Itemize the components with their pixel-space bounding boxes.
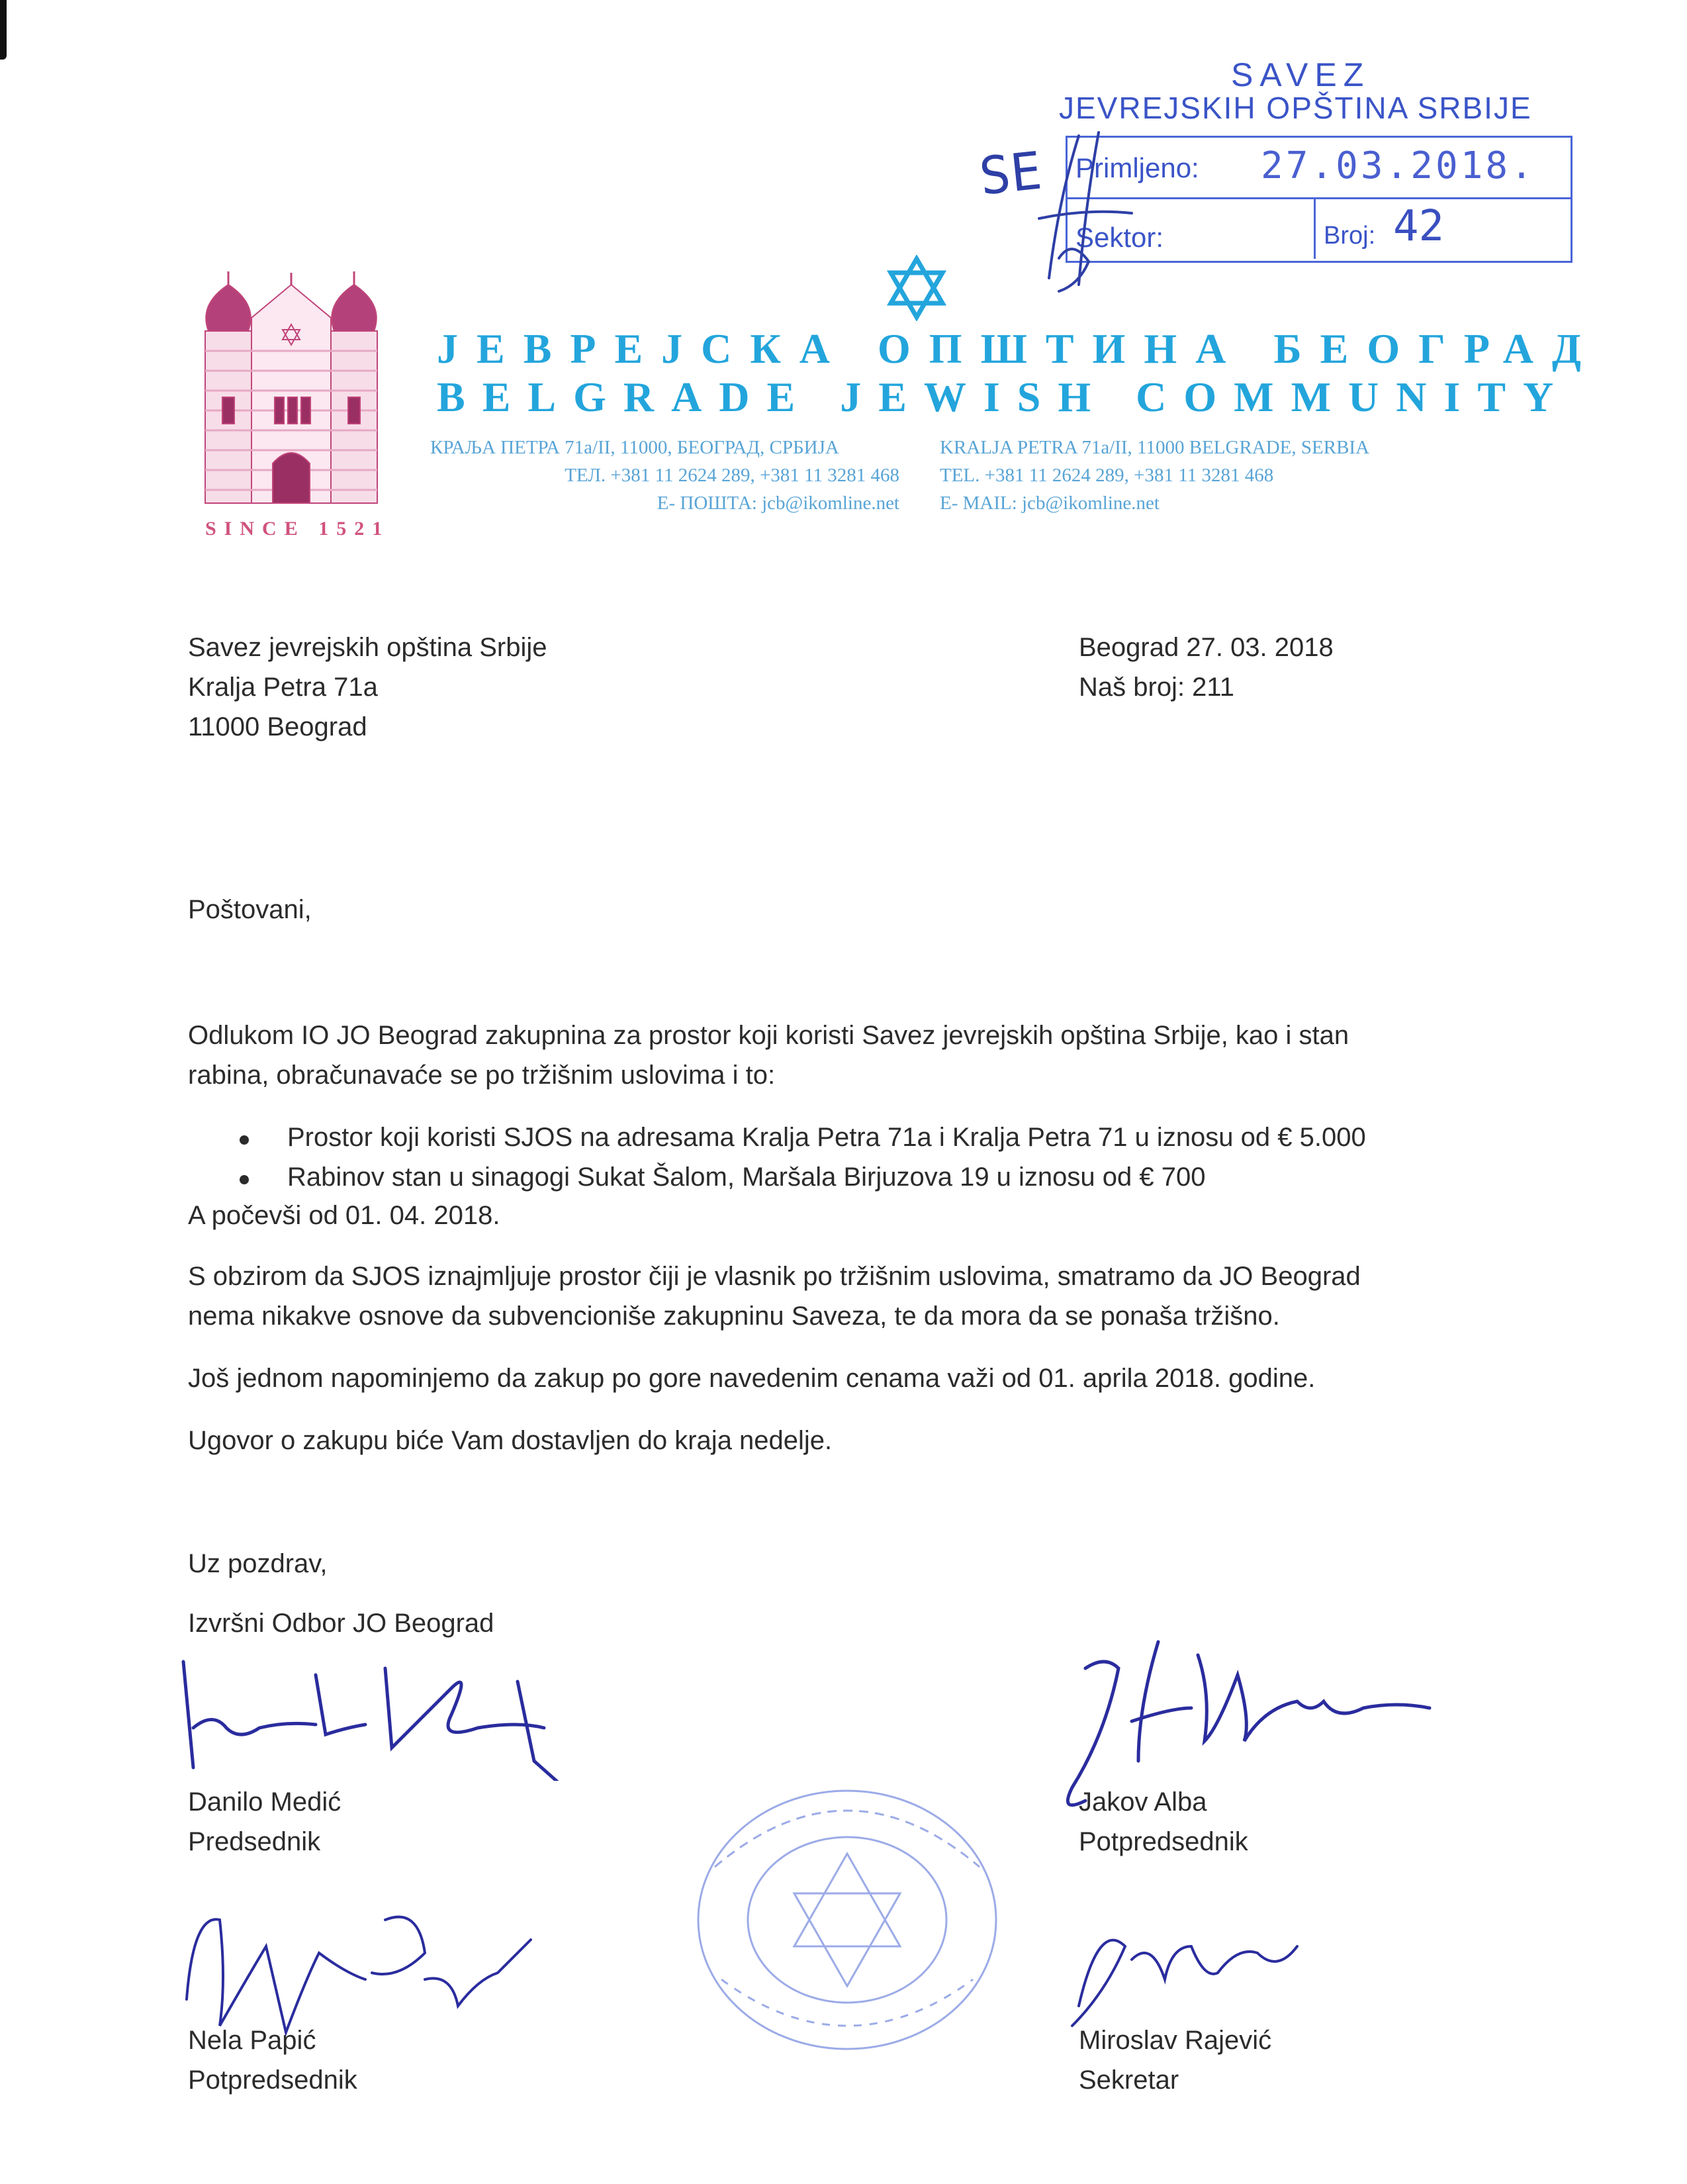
scan-edge-mark [0, 0, 7, 60]
closing: Uz pozdrav, [188, 1549, 328, 1578]
bullet-icon [240, 1135, 249, 1145]
paragraph2-line2: nema nikakve osnove da subvencioniše zakupninu Saveza, te da mora da se ponaša tržišno. [188, 1302, 1280, 1331]
signatory-role-2: Potpredsednik [1079, 1827, 1248, 1856]
letterhead-address-cyrillic: КРАЉА ПЕТРА 71а/II, 11000, БЕОГРАД, СРБИЈА [430, 437, 839, 458]
community-seal-stamp [688, 1781, 1006, 2059]
letterhead-title-cyrillic: ЈЕВРЕЈСКА ОПШТИНА БЕОГРАД [437, 325, 1600, 372]
paragraph1-end: A počevši od 01. 04. 2018. [188, 1201, 500, 1230]
synagogue-logo-icon [192, 265, 390, 510]
received-stamp-line1: SAVEZ [1231, 56, 1371, 93]
paragraph1-line2: rabina, obračunavaće se po tržišnim uslovima i to: [188, 1061, 776, 1090]
reference-number: Naš broj: 211 [1079, 673, 1234, 702]
letterhead-phone-cyrillic: ТЕЛ. +381 11 2624 289, +381 11 3281 468 [565, 465, 899, 486]
sector-handwritten: SE [976, 141, 1045, 207]
sector-label: Sektor: [1075, 222, 1164, 253]
signatory-name-2: Jakov Alba [1079, 1787, 1207, 1817]
signatory-role-4: Sekretar [1079, 2065, 1179, 2095]
bullet-icon [240, 1175, 249, 1184]
paragraph3: Još jednom napominjemo da zakup po gore navedenim cenama važi od 01. aprila 2018. godine. [188, 1364, 1316, 1393]
bullet-item-2: Rabinov stan u sinagogi Sukat Šalom, Maršala Birjuzova 19 u iznosu od € 700 [287, 1163, 1206, 1192]
star-of-david-icon [884, 255, 950, 321]
letter-date: Beograd 27. 03. 2018 [1079, 633, 1334, 662]
received-stamp-divider-vertical [1314, 197, 1316, 259]
letterhead-email-latin: E- MAIL: jcb@ikomline.net [940, 493, 1160, 514]
signatory-name-4: Miroslav Rajević [1079, 2026, 1272, 2055]
letterhead-title-latin: BELGRADE JEWISH COMMUNITY [437, 373, 1571, 420]
salutation: Poštovani, [188, 895, 312, 924]
received-stamp-line2: JEVREJSKIH OPŠTINA SRBIJE [1059, 91, 1532, 125]
signatory-role-1: Predsednik [188, 1827, 321, 1856]
number-handwritten: 42 [1393, 202, 1445, 251]
letterhead-email-cyrillic: Е- ПОШТА: jcb@ikomline.net [657, 493, 899, 514]
since-1521-label: SINCE 1521 [205, 518, 390, 540]
recipient-line3: 11000 Beograd [188, 712, 367, 741]
number-label: Broj: [1324, 222, 1376, 250]
received-date-handwritten: 27.03.2018. [1261, 144, 1535, 187]
paragraph1-line1: Odlukom IO JO Beograd zakupnina za prostor koji koristi Savez jevrejskih opština Srbije, kao i stan [188, 1021, 1349, 1050]
received-label: Primljeno: [1075, 152, 1199, 183]
signatory-name-3: Nela Papić [188, 2026, 316, 2055]
handwritten-initials-mark [980, 126, 1165, 298]
sender: Izvršni Odbor JO Beograd [188, 1609, 494, 1638]
letterhead-address-latin: KRALJA PETRA 71a/II, 11000 BELGRADE, SERBIA [940, 437, 1370, 458]
paragraph4: Ugovor o zakupu biće Vam dostavljen do kraja nedelje. [188, 1426, 833, 1455]
letterhead-phone-latin: TEL. +381 11 2624 289, +381 11 3281 468 [940, 465, 1274, 486]
recipient-line2: Kralja Petra 71a [188, 673, 378, 702]
recipient-line1: Savez jevrejskih opština Srbije [188, 633, 547, 662]
signature-danilo-medic [173, 1648, 570, 1781]
signatory-role-3: Potpredsednik [188, 2065, 357, 2095]
paragraph2-line1: S obzirom da SJOS iznajmljuje prostor čiji je vlasnik po tržišnim uslovima, smatramo da JO Beograd [188, 1262, 1361, 1291]
signatory-name-1: Danilo Medić [188, 1787, 342, 1817]
bullet-item-1: Prostor koji koristi SJOS na adresama Kralja Petra 71a i Kralja Petra 71 u iznosu od € 5.000 [287, 1123, 1366, 1152]
